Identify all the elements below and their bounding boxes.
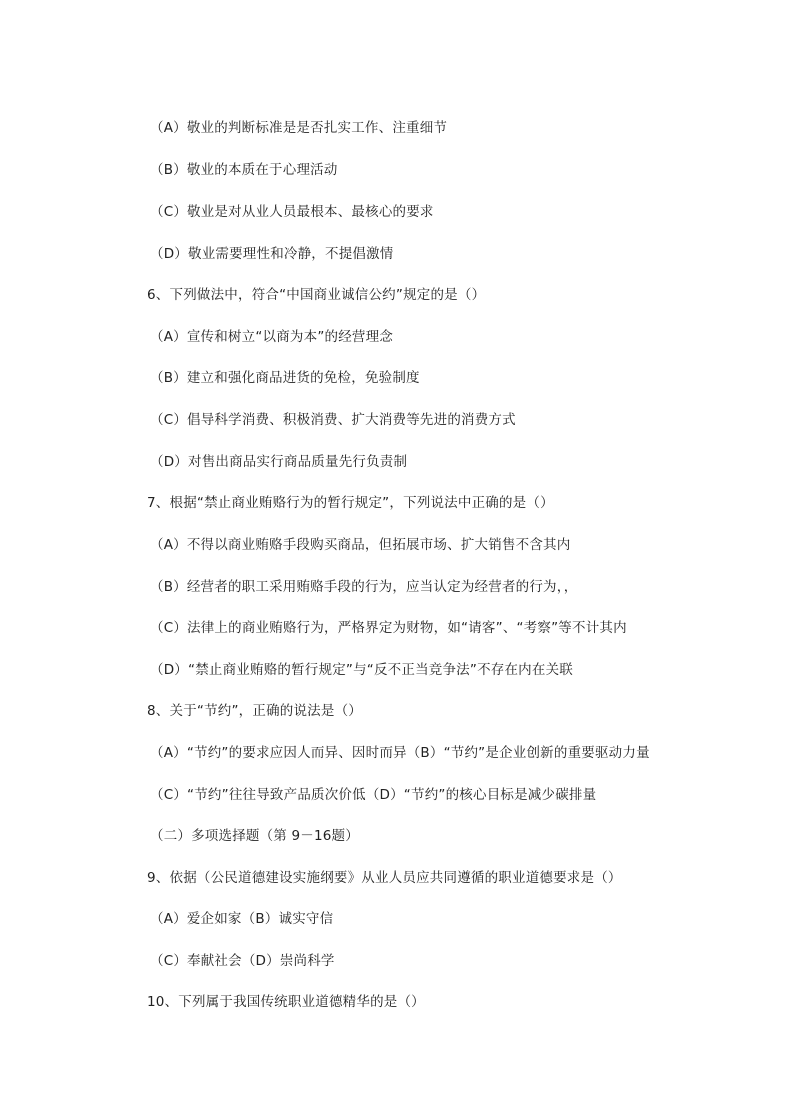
option-7d: （D）“禁止商业贿赂的暂行规定”与“反不正当竞争法”不存在内在关联 (150, 662, 573, 678)
option-7c: （C）法律上的商业贿赂行为，严格界定为财物，如“请客”、“考察”等不计其内 (150, 620, 627, 636)
option-9ab: （A）爱企如家（B）诚实守信 (150, 911, 334, 927)
option-6d: （D）对售出商品实行商品质量先行负责制 (150, 454, 408, 470)
option-5a: （A）敬业的判断标准是是否扎实工作、注重细节 (150, 120, 448, 136)
section-heading-multiple-choice: （二）多项选择题（第 9－16题） (150, 828, 359, 844)
option-9cd: （C）奉献社会（D）崇尚科学 (150, 953, 335, 969)
option-7b: （B）经营者的职工采用贿赂手段的行为，应当认定为经营者的行为，， (150, 579, 578, 595)
option-5b: （B）敬业的本质在于心理活动 (150, 162, 338, 178)
option-8cd: （C）“节约”往往导致产品质次价低（D）“节约”的核心目标是减少碳排量 (150, 787, 597, 803)
question-10: 10、下列属于我国传统职业道德精华的是（） (147, 994, 425, 1010)
option-7a: （A）不得以商业贿赂手段购买商品，但拓展市场、扩大销售不含其内 (150, 537, 571, 553)
question-6: 6、下列做法中，符合“中国商业诚信公约”规定的是（） (147, 287, 486, 303)
option-5d: （D）敬业需要理性和冷静，不提倡激情 (150, 246, 394, 262)
option-8ab: （A）“节约”的要求应因人而异、因时而异（B）“节约”是企业创新的重要驱动力量 (150, 745, 650, 761)
option-5c: （C）敬业是对从业人员最根本、最核心的要求 (150, 204, 434, 220)
question-8: 8、关于“节约”，正确的说法是（） (147, 703, 362, 719)
question-7: 7、根据“禁止商业贿赂行为的暂行规定”，下列说法中正确的是（） (147, 495, 554, 511)
option-6a: （A）宣传和树立“以商为本”的经营理念 (150, 329, 394, 345)
option-6c: （C）倡导科学消费、积极消费、扩大消费等先进的消费方式 (150, 412, 516, 428)
question-9: 9、依据（公民道德建设实施纲要》从业人员应共同遵循的职业道德要求是（） (147, 870, 622, 886)
option-6b: （B）建立和强化商品进货的免检，免验制度 (150, 370, 420, 386)
